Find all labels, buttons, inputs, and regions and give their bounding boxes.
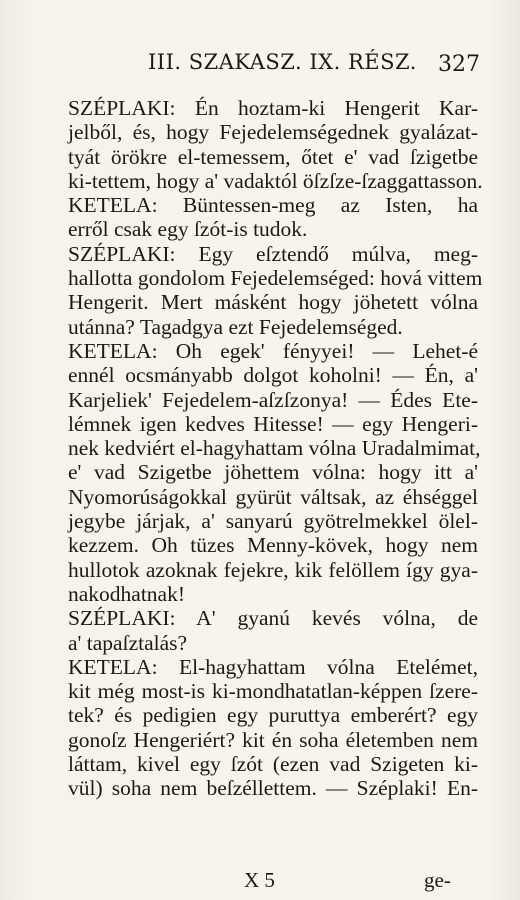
page-body	[68, 96, 483, 801]
text-line: a' tapaſztalás?	[68, 630, 188, 655]
text-line: nek kedviért el-hagyhattam vólna Uradalmimat,	[68, 436, 481, 461]
text-line: KETELA: Büntessen-meg az Isten, ha	[68, 193, 478, 218]
text-line: SZÉPLAKI: Én hoztam-ki Hengerit Kar-	[68, 96, 478, 120]
text-line: KETELA: El-hagyhattam vólna Etelémet,	[68, 654, 478, 679]
signature-mark: X 5	[244, 868, 275, 892]
text-line: kezzem. Oh tüzes Menny-kövek, hogy nem	[68, 533, 478, 558]
text-line: lémnek igen kedves Hitesse! — egy Hengeri-	[68, 411, 478, 436]
text-line: jegybe járjak, a' sanyarú gyötrelmekkel ölel-	[68, 509, 478, 534]
text-line: Karjeliek' Fejedelem-aſzſzonya! — Édes Ete-	[68, 387, 478, 412]
text-line: Nyomorúságokkal gyürüt váltsak, az éhséggel	[68, 484, 478, 509]
text-line: láttam, kivel egy ſzót (ezen vad Szigeten ki-	[68, 752, 478, 777]
text-line: e' vad Szigetbe jöhettem vólna: hogy itt a'	[68, 460, 478, 485]
text-line: gonoſz Hengeriért? kit én soha életemben nem	[68, 727, 478, 752]
text-line: SZÉPLAKI: Egy eſztendő múlva, meg-	[68, 241, 478, 266]
text-line: nakodhatnak!	[68, 581, 186, 606]
page-header	[0, 50, 520, 86]
page-number: 327	[438, 52, 480, 77]
text-line: kit még most-is ki-mondhatatlan-képpen ſzere-	[68, 679, 478, 704]
text-line: tek? és pedigien egy puruttya emberért? egy	[68, 703, 478, 728]
catchword: ge-	[424, 868, 451, 892]
text-line: ki-tettem, hogy a' vadaktól öſzſze-ſzaggattasson.	[68, 168, 483, 193]
text-line: utánna? Tagadgya ezt Fejedelemséged.	[68, 314, 403, 339]
text-line: KETELA: Oh egek' fényyei! — Lehet-é	[68, 338, 478, 363]
text-line: ennél ocsmányabb dolgot koholni! — Én, a'	[68, 363, 478, 388]
text-line: Hengerit. Mert másként hogy jöhetett vólna	[68, 290, 478, 315]
text-line: erről csak egy ſzót-is tudok.	[68, 217, 308, 242]
text-line: jelből, és, hogy Fejedelemségednek gyalázat-	[68, 120, 478, 145]
text-line: tyát örökre el-temessem, őtet e' vad ſzigetbe	[68, 144, 478, 169]
text-line: hullotok azoknak fejekre, kik felöllem így gya-	[68, 557, 478, 582]
running-head: III. SZAKASZ. IX. RÉSZ.	[148, 50, 417, 74]
text-line: vül) soha nem beſzéllettem. — Széplaki! En-	[68, 776, 478, 801]
text-line: SZÉPLAKI: A' gyanú kevés vólna, de	[68, 606, 478, 631]
page-footer	[0, 868, 520, 896]
text-line: hallotta gondolom Fejedelemséged: hová vittem	[68, 266, 483, 291]
